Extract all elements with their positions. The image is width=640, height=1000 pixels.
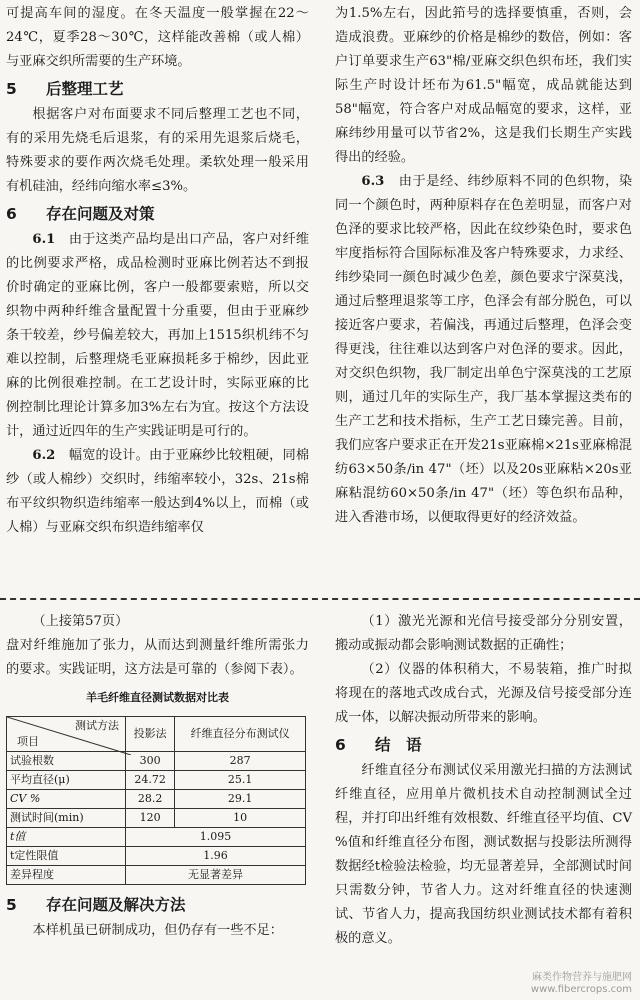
bottom-right-column [335,610,632,951]
section-title: 存在问题及对策 [46,205,155,223]
cell-value: 1.095 [126,828,306,847]
section-5-heading [6,893,309,917]
comparison-table [6,716,306,885]
cell-value: 25.1 [175,771,306,790]
watermark-url: www.fibercrops.com [530,984,632,995]
row-label: t定性限值 [7,847,126,866]
finishing-paragraph: 根据客户对布面要求不同后整理工艺也不同，有的采用先烧毛后退浆，有的采用先退浆后烧毛，特殊要求的要作两次烧毛处理。柔软处理一般采用有机硅油，经纬向缩水率≤3%。 [6,107,309,194]
section-6-heading [6,202,309,226]
problems-paragraph: 本样机虽已研制成功，但仍存有一些不足： [32,923,283,938]
paragraph-6-3 [335,170,632,530]
row-label: t值 [7,828,126,847]
subsection-number: 6.3 [361,174,385,189]
cell-value: 300 [126,752,175,771]
cell-value: 24.72 [126,771,175,790]
table-row [7,809,306,828]
top-right-column [335,2,632,530]
section-6-heading [335,733,632,757]
site-watermark [531,972,632,996]
section-number: 5 [6,80,17,98]
cell-value: 无显著差异 [126,866,306,885]
section-5-heading [6,77,309,101]
header-method: 测试方法 [75,719,119,732]
table-row [7,771,306,790]
problem-item-2: （2）仪器的体积稍大，不易装箱，推广时拟将现在的落地式改成台式，光源及信号接受部分连成一体，以解决振动所带来的影响。 [335,662,632,725]
cell-value: 28.2 [126,790,175,809]
conclusion-paragraph: 纤维直径分布测试仪采用激光扫描的方法测试纤维直径，应用单片微机技术自动控制测试全过程，并打印出纤维有效根数、纤维直径平均值、CV %值和纤维直径分布图，测试数据与投影法所测得数据经t检验法检验，均无显著差异，全部测试时间只需数分钟，节省人力。这对纤维直径的快速测试、节省人力，提高我国纺织业测试技术都有着积极的意义。 [335,763,632,946]
top-left-column [6,2,309,540]
cell-value: 287 [175,752,306,771]
row-label: 差异程度 [7,866,126,885]
paragraph-text: 由于是经、纬纱原料不同的色织物，染同一个颜色时，两种原料存在色差明显，而客户对色泽的要求比较严格，因此在纹纱染色时，要求色牢度指标符合国际标准及客户特殊要求，力求经、纬纱染同一颜色时减少色差，颜色要求宁深莫浅，通过后整理退浆等工序，色泽会有部分脱色，可以接近客户要求，若偏浅，再通过后整理，色泽会变得更浅，往往难以达到客户对色泽的要求。因此，对交织色织物，我厂制定出单色宁深莫浅的工艺原则，通过几年的实际生产，我厂基本掌握这类布的生产工艺和技术指标，生产工艺日臻完善。目前，我们应客户要求正在开发21s亚麻棉×21s亚麻棉混纺63×50条/in 47"（坯）以及20s亚麻粘×20s亚麻粘混纺60×50条/in 47"（坯）等色织布品种，进入香港市场，以便取得更好的经济效益。 [335,174,633,525]
section-number: 6 [6,205,17,223]
table-row [7,866,306,885]
section-number: 5 [6,896,17,914]
header-item: 项目 [17,735,39,748]
watermark-title: 麻类作物营养与施肥网 [532,972,632,983]
paragraph-6-1 [6,228,309,444]
cell-value: 10 [175,809,306,828]
row-label: 测试时间(min) [7,809,126,828]
subsection-number: 6.2 [32,448,56,463]
paragraph-6-2 [6,444,309,540]
table-title: 羊毛纤维直径测试数据对比表 [86,691,229,704]
row-label: CV % [7,790,126,809]
header-instrument: 纤维直径分布测试仪 [175,717,306,752]
article-divider [0,598,640,600]
problem-item-1: （1）激光光源和光信号接受部分分别安置，搬动或振动都会影响测试数据的正确性； [335,614,632,653]
cell-value: 120 [126,809,175,828]
table-row [7,790,306,809]
table-header-row [7,717,306,752]
header-projection: 投影法 [126,717,175,752]
cell-value: 1.96 [126,847,306,866]
row-label: 平均直径(μ) [7,771,126,790]
section-title: 结 语 [375,736,422,754]
intro-paragraph: 可提高车间的湿度。在冬天温度一般掌握在22～24℃，夏季28～30℃，这样能改善棉（或人棉）与亚麻交织所需要的生产环境。 [6,6,309,69]
section-number: 6 [335,736,346,754]
subsection-number: 6.1 [32,232,56,247]
bottom-left-column [6,610,309,943]
paragraph-6-2-continued: 为1.5%左右，因此筘号的选择要慎重，否则，会造成浪费。亚麻纱的价格是棉纱的数倍，例如：客户订单要求生产63"棉/亚麻交织色织布坯，我们实际生产时设计坯布为61.5"幅宽，成品就能达到58"幅宽，符合客户对成品幅宽的要求，这样，亚麻纬纱用量可以节省2%，这是我们长期生产实践得出的经验。 [335,6,632,165]
continued-note: （上接第57页） [32,614,129,629]
continued-paragraph: 盘对纤维施加了张力，从而达到测量纤维所需张力的要求。实践证明，这方法是可靠的（参阅下表）。 [6,638,309,677]
paragraph-text: 幅宽的设计。由于亚麻纱比较粗硬，同棉纱（或人棉纱）交织时，纬缩率较小，32s、21s棉布平纹织物织造纬缩率一般达到4%以上，而棉（或人棉）与亚麻交织布织造纬缩率仅 [6,448,310,535]
section-title: 后整理工艺 [46,80,124,98]
table-corner-header [7,717,126,752]
section-title: 存在问题及解决方法 [46,896,186,914]
table-row [7,828,306,847]
paragraph-text: 由于这类产品均是出口产品，客户对纤维的比例要求严格，成品检测时亚麻比例若达不到报价时确定的亚麻比例，客户一般都要索赔，所以交织物中两种纤维含量配置十分重要，但由于亚麻纱条干较差，纱号偏差较大，再加上1515织机纬不匀难以控制，后整理烧毛亚麻损耗多于棉纱，因此亚麻的比例很难控制。在工艺设计时，实际亚麻的比例控制比理论计算多加3%左右为宜。按这个方法设计，通过近四年的生产实践证明是可行的。 [6,232,310,439]
row-label: 试验根数 [7,752,126,771]
cell-value: 29.1 [175,790,306,809]
table-row [7,847,306,866]
